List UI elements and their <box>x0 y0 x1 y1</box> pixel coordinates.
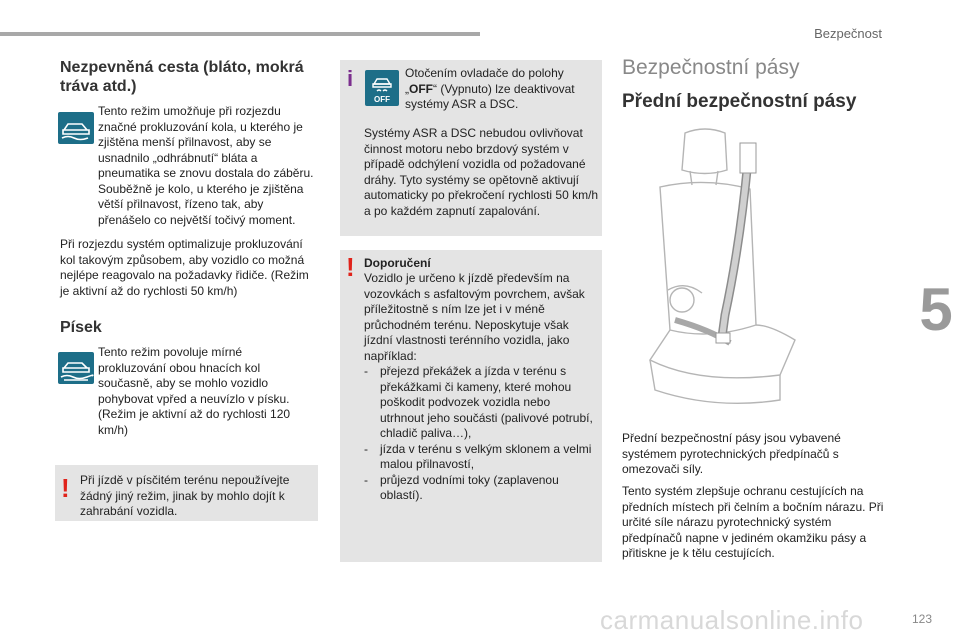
info-icon: i <box>347 66 354 91</box>
belt-buckle <box>716 333 730 343</box>
off-instruction: Otočením ovladače do polohy „OFF“ (Vypnuto) lze deaktivovat systémy ASR a DSC. <box>405 66 575 111</box>
seatbelt-description-1: Přední bezpečnostní pásy jsou vybavené systémem pyrotechnických předpínačů s omezovači síly. <box>622 431 841 476</box>
seatbelt-illustration <box>630 125 880 415</box>
section-heading: Bezpečnostní pásy <box>622 56 800 79</box>
subsection-heading: Přední bezpečnostní pásy <box>622 91 857 112</box>
mud-description-2: Při rozjezdu systém optimalizuje prokluzování kol takovým způsobem, aby vozidlo co možná nejlépe reagovalo na požadavky řidiče. (Režim je aktivní až do rychlosti 50 km/h) <box>60 237 309 298</box>
recommendation-list <box>364 364 596 504</box>
list-item: - přejezd překážek a jízda v terénu s překážkami či kameny, které mohou poškodit podvozek vozidla nebo utrhnout jeho součásti (palivové potrubí, chladič paliva…), <box>364 364 596 442</box>
sand-warning-box <box>55 465 318 521</box>
section-title: Bezpečnost <box>814 26 882 41</box>
belt-anchor <box>740 143 756 173</box>
list-item: - jízda v terénu s velkým sklonem a velmi malou přilnavostí, <box>364 442 596 473</box>
recommendation-box <box>340 250 602 562</box>
chapter-number: 5 <box>912 270 960 350</box>
watermark: carmanualsonline.info <box>600 605 864 635</box>
mud-description: Tento režim umožňuje při rozjezdu značné prokluzování kola, u kterého je zjištěna menší přilnavost, aby se usnadnilo „odhrábnutí“ bláta a pneumatika se znovu dostala do záběru. Souběžně je kolo, u kterého je zjištěna větší přilnavost, řízeno tak, aby přenášelo co největší točivý moment. <box>98 104 314 227</box>
mud-heading-block <box>60 58 315 96</box>
seatbelt-description-2: Tento systém zlepšuje ochranu cestujících na předních místech při čelním a bočním nárazu. Při určité síle nárazu pyrotechnický systém předpínačů napne v jediném okamžiku pásy a přitiskne je k tělu cestujících. <box>622 484 884 560</box>
mud-mode-icon <box>58 112 94 144</box>
sand-heading: Písek <box>60 319 102 336</box>
sand-warning-text: Při jízdě v písčitém terénu nepoužívejte žádný jiný režim, jinak by mohlo dojít k zahrabání vozidla. <box>80 473 290 518</box>
top-rule <box>0 32 480 36</box>
mud-heading: Nezpevněná cesta (bláto, mokrá tráva atd.) <box>60 59 304 95</box>
sand-mode-icon <box>58 352 94 384</box>
sand-description: Tento režim povoluje mírné prokluzování obou hnacích kol současně, aby se mohlo vozidlo pohybovat vpřed a neuvízlo v písku. (Režim je aktivní až do rychlosti 120 km/h) <box>98 345 291 437</box>
list-item: - průjezd vodními toky (zaplavenou oblastí). <box>364 473 596 504</box>
recommendation-warning-icon: ! <box>346 252 355 282</box>
recommendation-text: Vozidlo je určeno k jízdě především na vozovkách s asfaltovým povrchem, avšak příležitostně s ním lze jet i v méně průchodném terénu. Neposkytuje však jízdní vlastnosti terénního vozidla, jako například: <box>364 271 585 363</box>
page-number: 123 <box>911 612 932 626</box>
off-info-box <box>340 60 602 236</box>
warning-icon: ! <box>61 473 70 503</box>
asr-off-icon <box>365 70 399 106</box>
asr-off-icon-label: OFF <box>374 95 390 104</box>
asr-dsc-description: Systémy ASR a DSC nebudou ovlivňovat činnost motoru nebo brzdový systém v případě odchýlení vozidla od požadované dráhy. Tyto systémy se opětovně aktivují automaticky po překročení rychlosti 50 km/h a po každém zapnutí zapalování. <box>364 126 599 218</box>
recommendation-title: Doporučení <box>364 256 431 270</box>
